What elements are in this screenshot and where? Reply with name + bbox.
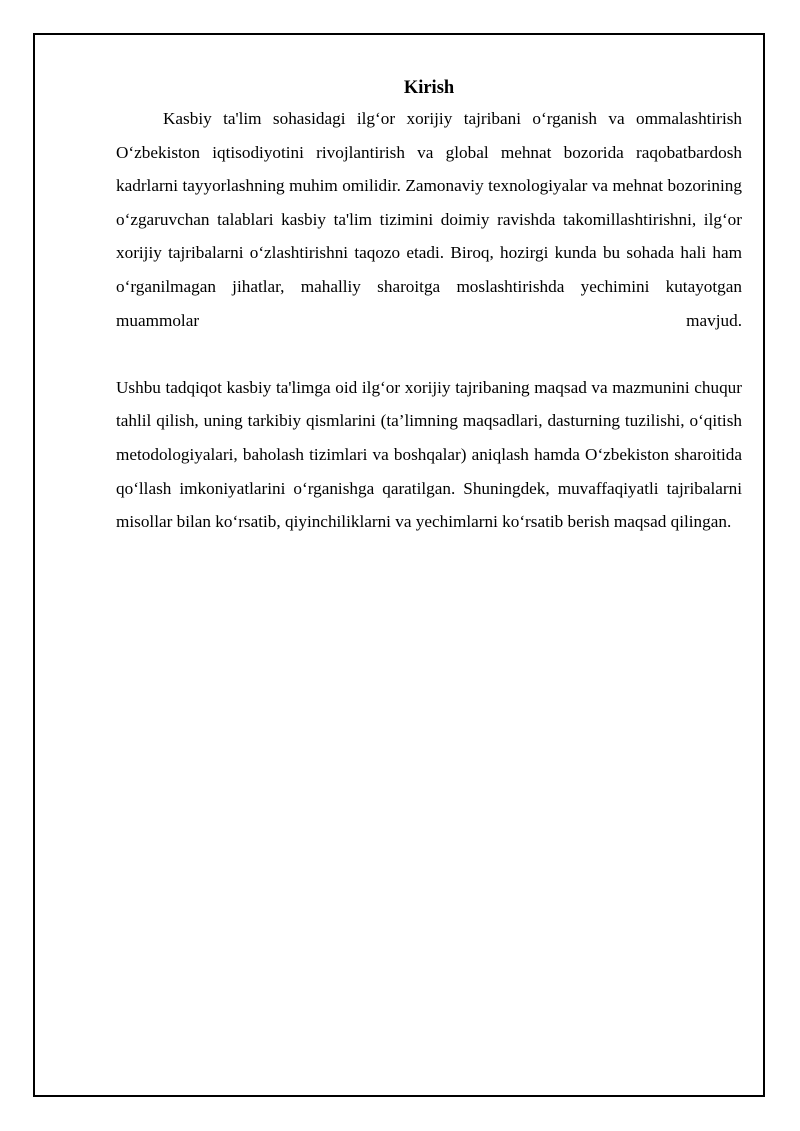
paragraph-purpose: Ushbu tadqiqot kasbiy ta'limga oid ilg‘or xorijiy tajribaning maqsad va mazmunini chuqur tahlil qilish, uning tarkibiy qismlarini (ta’limning maqsadlari, dasturning tuzilishi, o‘qitish metodologiyalari, baholash tizimlari va boshqalar) aniqlash hamda O‘zbekiston sharoitida qo‘llash imkoniyatlarini o‘rganishga qaratilgan. Shuningdek, muvaffaqiyatli tajribalarni misollar bilan ko‘rsatib, qiyinchiliklarni va yechimlarni ko‘rsatib berish maqsad qilingan. <box>116 377 742 532</box>
paragraph-intro: Kasbiy ta'lim sohasidagi ilg‘or xorijiy tajribani o‘rganish va ommalashtirish O‘zbekiston iqtisodiyotini rivojlantirish va global mehnat bozorida raqobatbardosh kadrlarni tayyorlashning muhim omilidir. Zamonaviy texnologiyalar va mehnat bozorining o‘zgaruvchan talablari kasbiy ta'lim tizimini doimiy ravishda takomillashtirishni, ilg‘or xorijiy tajribalarni o‘zlashtirishni taqozo etadi. Biroq, hozirgi kunda bu sohada hali ham o‘rganilmagan jihatlar, mahalliy sharoitga moslashtirishda yechimini kutayotgan muammolar mavjud. <box>116 109 742 330</box>
document-body <box>116 76 742 539</box>
document-title: Kirish <box>403 78 455 98</box>
paragraph-spacer <box>116 337 742 371</box>
